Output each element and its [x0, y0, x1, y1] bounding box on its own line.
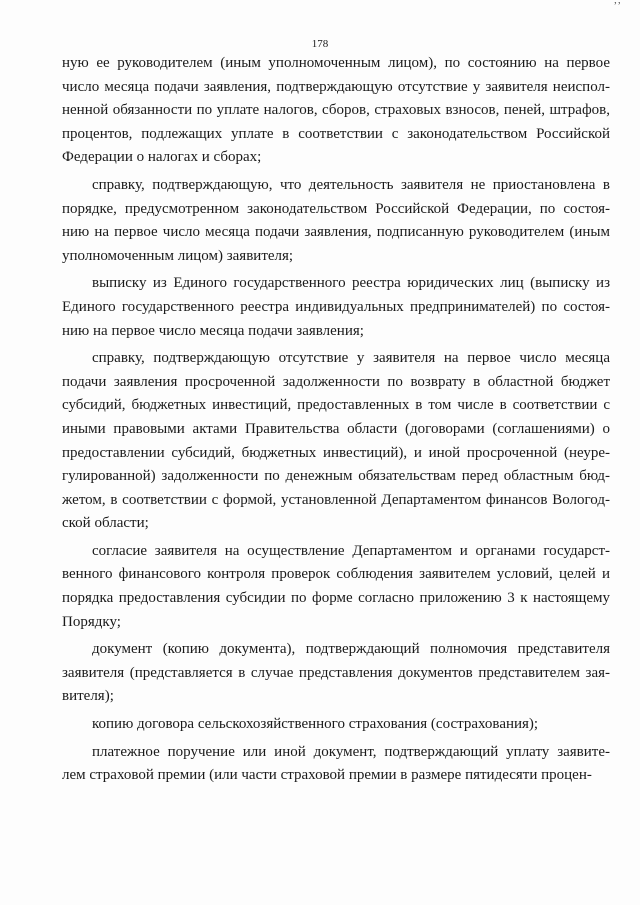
text-line: ную ее руководителем (иным уполномоченным лицом), по состоянию на первое [62, 55, 610, 71]
text-line: гулированной) задолженности по денежным обязательствам перед областным бюд- [62, 468, 610, 485]
text-line: лем страховой премии (или части страховой премии в размере пятидесяти процен- [62, 767, 592, 784]
paragraph [62, 713, 610, 737]
paragraph [62, 272, 610, 343]
text-line: нию на первое число месяца подачи заявления, подписанную руководителем (иным [62, 224, 610, 241]
text-line: выписку из Единого государственного реестра юридических лиц (выписку из [92, 275, 610, 292]
corner-mark: ’’ [613, 0, 622, 12]
text-line: ненной обязанности по уплате налогов, сборов, страховых взносов, пеней, штрафов, [62, 102, 610, 119]
text-line: справку, подтверждающую отсутствие у заявителя на первое число месяца [92, 350, 610, 367]
text-line: Единого государственного реестра индивидуальных предпринимателей) по состоя- [62, 298, 610, 315]
text-line: венного финансового контроля проверок соблюдения заявителем условий, целей и [62, 566, 610, 583]
text-line: предоставлении субсидий, бюджетных инвестиций), и иной просроченной (неуре- [62, 444, 610, 461]
text-line: нию на первое число месяца подачи заявления; [62, 322, 364, 339]
document-body [62, 52, 610, 792]
text-line: число месяца подачи заявления, подтверждающую отсутствие у заявителя неиспол- [62, 78, 610, 95]
page-number: 178 [311, 38, 329, 50]
text-line: документ (копию документа), подтверждающий полномочия представителя [92, 641, 610, 658]
paragraph [62, 52, 610, 170]
text-line: субсидий, бюджетных инвестиций, предоставленных в том числе в соответствии с [62, 397, 610, 414]
text-line: заявителя (представляется в случае представления документов представителем зая- [62, 664, 610, 681]
text-line: Порядку; [62, 613, 121, 630]
text-line: процентов, подлежащих уплате в соответствии с законодательством Российской [62, 125, 610, 142]
text-line: иными правовыми актами Правительства области (договорами (соглашениями) о [62, 420, 610, 437]
text-line: уполномоченным лицом) заявителя; [62, 247, 294, 264]
text-line: копию договора сельскохозяйственного страхования (сострахования); [92, 716, 539, 733]
text-line: жетом, в соответствии с формой, установленной Департаментом финансов Вологод- [62, 491, 610, 508]
text-line: согласие заявителя на осуществление Департаментом и органами государст- [92, 542, 610, 559]
text-line: порядке, предусмотренном законодательством Российской Федерации, по состоя- [62, 200, 610, 217]
text-line: ской области; [62, 515, 149, 532]
text-line: платежное поручение или иной документ, подтверждающий уплату заявите- [92, 743, 610, 760]
text-line: справку, подтверждающую, что деятельность заявителя не приостановлена в [92, 176, 610, 193]
paragraph [62, 741, 610, 788]
paragraph [62, 638, 610, 709]
paragraph [62, 174, 610, 268]
text-line: порядка предоставления субсидии по форме согласно приложению 3 к настоящему [62, 590, 610, 607]
text-line: Федерации о налогах и сборах; [62, 149, 262, 166]
text-line: подачи заявления просроченной задолженности по возврату в областной бюджет [62, 373, 610, 390]
paragraph [62, 347, 610, 536]
text-line: вителя); [62, 688, 114, 705]
paragraph [62, 540, 610, 634]
